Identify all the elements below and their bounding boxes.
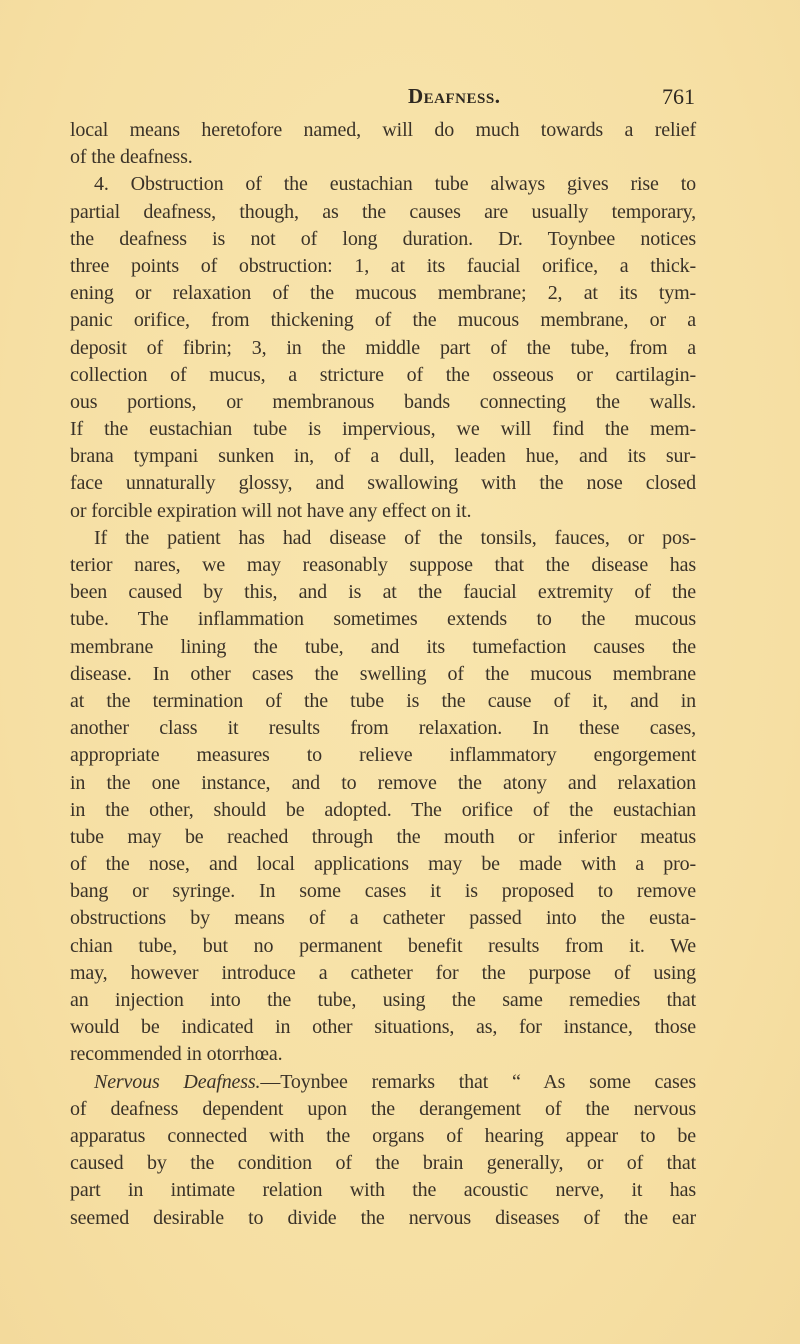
page-number: 761 (662, 84, 695, 109)
page-header (0, 80, 800, 110)
text-line: at the termination of the tube is the cause of it, and in (70, 689, 696, 712)
text-line: If the eustachian tube is impervious, we will find the mem- (70, 418, 696, 441)
text-line: an injection into the tube, using the same remedies that (70, 989, 696, 1011)
text-line: another class it results from relaxation. In these cases, (70, 717, 696, 740)
text-line: caused by the condition of the brain generally, or of that (70, 1152, 696, 1175)
text-line: of the nose, and local applications may be made with a pro- (70, 853, 696, 876)
text-line: recommended in otorrhœa. (70, 1043, 283, 1066)
text-line: brana tympani sunken in, of a dull, leaden hue, and its sur- (70, 445, 696, 468)
text-line: or forcible expiration will not have any effect on it. (70, 499, 472, 522)
text-line: tube. The inflammation sometimes extends to the mucous (70, 608, 696, 631)
text-line: would be indicated in other situations, as, for instance, those (70, 1016, 696, 1039)
body-text (70, 117, 696, 1232)
text-line: If the patient has had disease of the tonsils, fauces, or pos- (94, 526, 696, 549)
text-line: chian tube, but no permanent benefit results from it. We (70, 934, 696, 957)
text-line: ous portions, or membranous bands connecting the walls. (70, 390, 696, 413)
text-line: local means heretofore named, will do much towards a relief (70, 119, 696, 141)
text-line: of deafness dependent upon the derangement of the nervous (70, 1097, 696, 1120)
text-line: three points of obstruction: 1, at its faucial orifice, a thick- (70, 254, 696, 277)
text-line: the deafness is not of long duration. Dr. Toynbee notices (70, 227, 696, 250)
running-head: Deafness. (408, 84, 501, 108)
text-line: panic orifice, from thickening of the mucous membrane, or a (70, 309, 696, 332)
text-line: in the one instance, and to remove the atony and relaxation (70, 771, 696, 794)
text-line: been caused by this, and is at the faucial extremity of the (70, 581, 696, 604)
text-line: part in intimate relation with the acoustic nerve, it has (70, 1179, 696, 1202)
text-line-with-heading (70, 1069, 696, 1096)
text-line: appropriate measures to relieve inflammatory engorgement (70, 744, 696, 767)
text-line: disease. In other cases the swelling of the mucous membrane (70, 662, 696, 685)
text-line: terior nares, we may reasonably suppose that the disease has (70, 554, 696, 576)
text-line: collection of mucus, a stricture of the osseous or cartilagin- (70, 363, 696, 386)
text-line: partial deafness, though, as the causes are usually temporary, (70, 200, 696, 223)
text-line: tube may be reached through the mouth or inferior meatus (70, 825, 696, 848)
text-line: seemed desirable to divide the nervous diseases of the ear (70, 1206, 696, 1229)
text-line: deposit of fibrin; 3, in the middle part of the tube, from a (70, 336, 696, 359)
text-line: of the deafness. (70, 146, 193, 169)
text-line: obstructions by means of a catheter passed into the eusta- (70, 907, 696, 930)
text-line: bang or syringe. In some cases it is proposed to remove (70, 880, 696, 903)
text-line: membrane lining the tube, and its tumefaction causes the (70, 635, 696, 658)
text-line: may, however introduce a catheter for the purpose of using (70, 961, 696, 984)
text-line: apparatus connected with the organs of hearing appear to be (70, 1124, 696, 1147)
text-fragment: —Toynbee remarks that “ As some cases (260, 1070, 696, 1093)
text-line: ening or relaxation of the mucous membrane; 2, at its tym- (70, 282, 696, 305)
text-line: face unnaturally glossy, and swallowing with the nose closed (70, 472, 696, 495)
text-line: in the other, should be adopted. The orifice of the eustachian (70, 798, 696, 821)
text-line: 4. Obstruction of the eustachian tube always gives rise to (94, 173, 696, 196)
section-heading: Nervous Deafness. (94, 1070, 261, 1093)
